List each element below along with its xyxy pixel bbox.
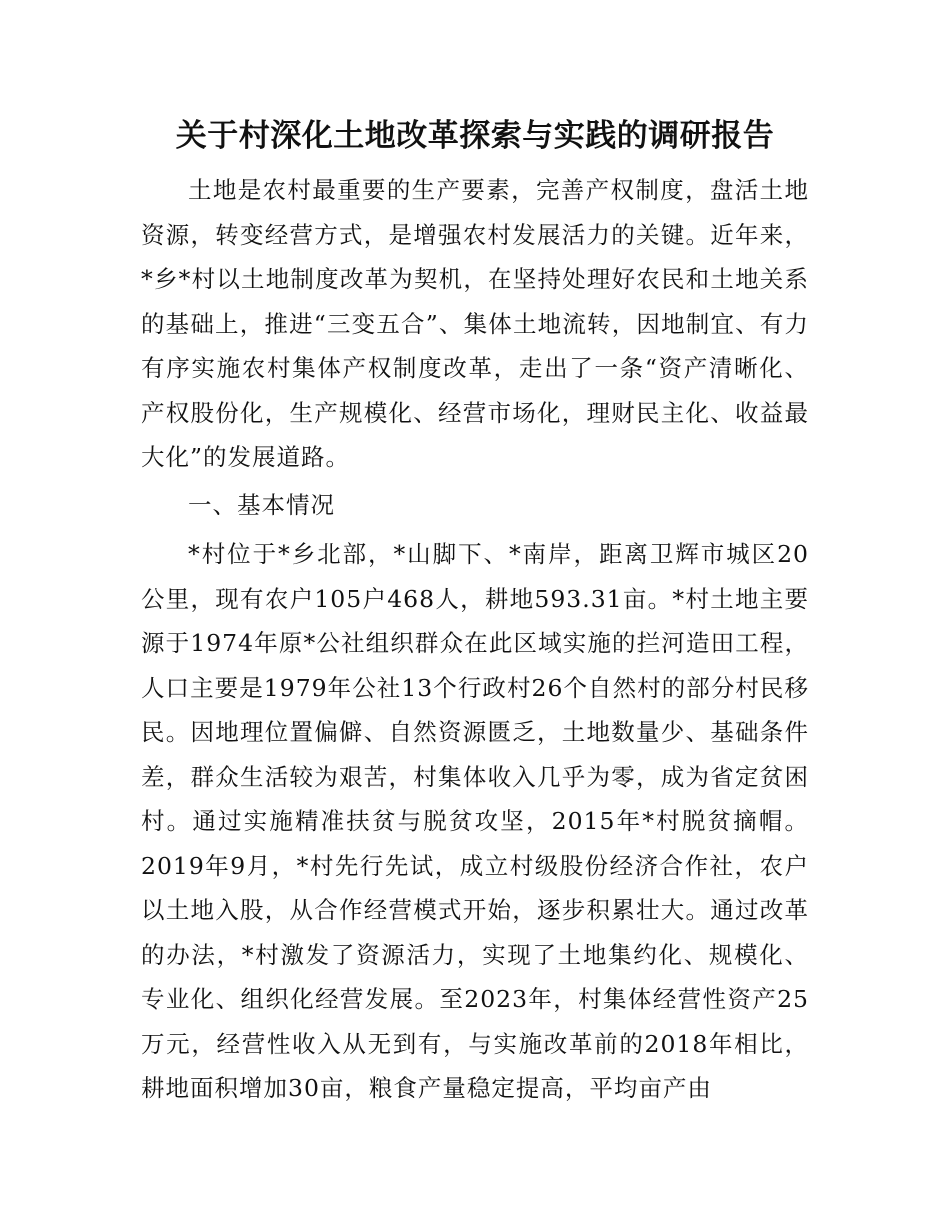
document-title: 关于村深化土地改革探索与实践的调研报告 xyxy=(175,118,775,154)
section-heading: 一、基本情况 xyxy=(188,491,335,519)
intro-paragraph: 土地是农村最重要的生产要素，完善产权制度，盘活土地资源，转变经营方式，是增强农村发展活力的关键。近年来，*乡*村以土地制度改革为契机，在坚持处理好农民和土地关系的基础上，推进“三变五合”、集体土地流转，因地制宜、有力有序实施农村集体产权制度改革，走出了一条“资产清晰化、产权股份化，生产规模化、经营市场化，理财民主化、收益最大化”的发展道路。 xyxy=(141,176,809,471)
basic-situation-paragraph: *村位于*乡北部，*山脚下、*南岸，距离卫辉市城区20公里，现有农户105户468人，耕地593.31亩。*村土地主要源于1974年原*公社组织群众在此区域实施的拦河造田工程，人口主要是1979年公社13个行政村26个自然村的部分村民移民。因地理位置偏僻、自然资源匮乏，土地数量少、基础条件差，群众生活较为艰苦，村集体收入几乎为零，成为省定贫困村。通过实施精准扶贫与脱贫攻坚，2015年*村脱贫摘帽。2019年9月，*村先行先试，成立村级股份经济合作社，农户以土地入股，从合作经营模式开始，逐步积累壮大。通过改革的办法，*村激发了资源活力，实现了土地集约化、规模化、专业化、组织化经营发展。至2023年，村集体经营性资产25万元，经营性收入从无到有，与实施改革前的2018年相比，耕地面积增加30亩，粮食产量稳定提高，平均亩产由 xyxy=(141,540,809,1102)
